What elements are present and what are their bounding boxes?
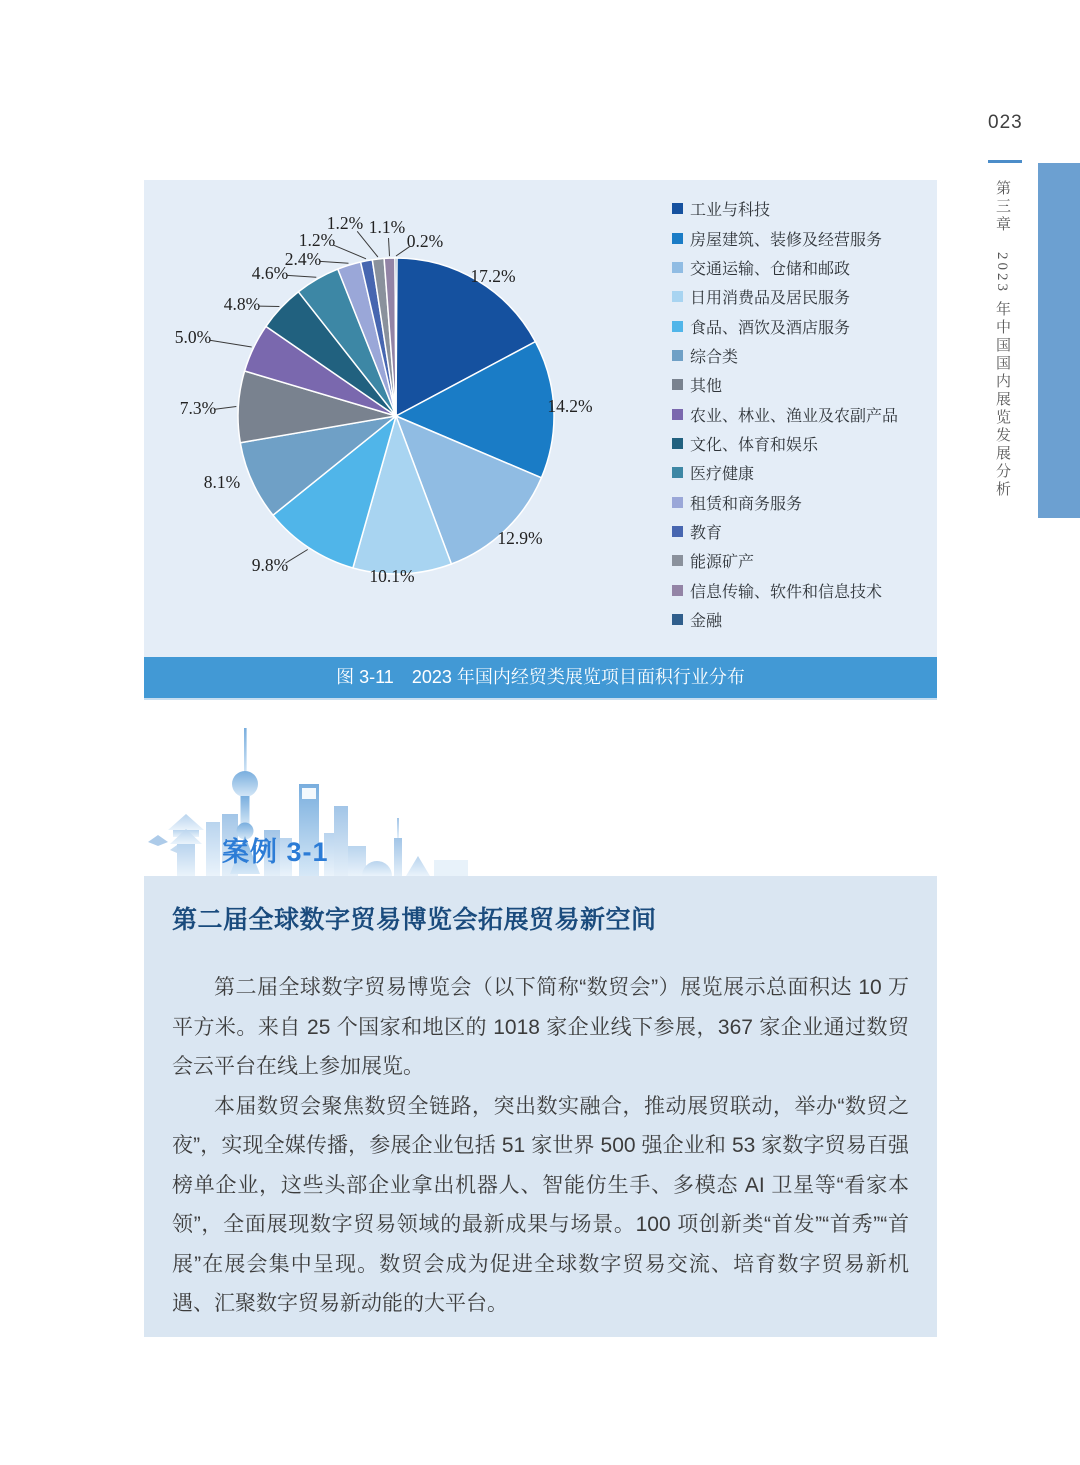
legend-label: 文化、体育和娱乐	[690, 436, 819, 454]
figure-panel	[144, 180, 937, 657]
slice-value-label: 9.8%	[251, 555, 289, 576]
legend-label: 工业与科技	[690, 202, 771, 220]
legend-swatch	[672, 409, 683, 420]
slice-value-label: 1.2%	[326, 213, 364, 234]
legend-label: 医疗健康	[690, 466, 755, 484]
legend-swatch	[672, 614, 683, 625]
legend-swatch	[672, 379, 683, 390]
slice-leader-line	[389, 238, 390, 256]
legend-swatch	[672, 321, 683, 332]
slice-value-label: 5.0%	[174, 327, 212, 348]
legend-item	[672, 223, 928, 252]
page-number-rule	[988, 160, 1022, 163]
case-study-paragraph: 第二届全球数字贸易博览会（以下简称“数贸会”）展览展示总面积达 10 万平方米。来自 25 个国家和地区的 1018 家企业线下参展，367 家企业通过数贸会云平台在线上参加展览。	[172, 976, 909, 1078]
slice-value-label: 0.2%	[406, 231, 444, 252]
legend-item	[672, 194, 928, 223]
legend-item	[672, 399, 928, 428]
legend-label: 能源矿产	[690, 554, 755, 572]
legend-swatch	[672, 262, 683, 273]
legend-item	[672, 458, 928, 487]
slice-value-label: 7.3%	[179, 398, 217, 419]
pie-slice	[395, 258, 397, 416]
legend-label: 租赁和商务服务	[690, 495, 803, 513]
legend-item	[672, 311, 928, 340]
legend-item	[672, 429, 928, 458]
slice-value-label: 10.1%	[369, 566, 415, 587]
slice-value-label: 14.2%	[547, 396, 593, 417]
case-study-title: 第二届全球数字贸易博览会拓展贸易新空间	[172, 907, 657, 934]
legend-item	[672, 341, 928, 370]
legend-item	[672, 546, 928, 575]
legend-item	[672, 575, 928, 604]
legend-item	[672, 487, 928, 516]
legend-label: 日用消费品及居民服务	[690, 290, 851, 308]
slice-value-label: 4.8%	[223, 294, 261, 315]
legend-label: 农业、林业、渔业及农副产品	[690, 407, 899, 425]
slice-value-label: 8.1%	[203, 472, 241, 493]
legend-swatch	[672, 497, 683, 508]
page-number: 023	[988, 112, 1023, 133]
legend-item	[672, 370, 928, 399]
legend-label: 综合类	[690, 348, 739, 366]
legend-item	[672, 517, 928, 546]
case-study-paragraph: 本届数贸会聚焦数贸全链路，突出数实融合，推动展贸联动，举办“数贸之夜”，实现全媒传播，参展企业包括 51 家世界 500 强企业和 53 家数字贸易百强榜单企业，这些头部企业拿出机器人、智能仿生手、多模态 AI 卫星等“看家本领”，全面展现数字贸易领域的最新成果与场景。100 项创新类“首发”“首秀”“首展”在展会集中呈现。数贸会成为促进全球数字贸易交流、培育数字贸易新机遇、汇聚数字贸易新动能的大平台。	[172, 1094, 909, 1315]
case-study-box	[144, 876, 937, 1337]
chart-legend	[672, 194, 928, 634]
legend-swatch	[672, 438, 683, 449]
legend-label: 金融	[690, 612, 723, 630]
legend-item	[672, 282, 928, 311]
legend-label: 教育	[690, 524, 723, 542]
slice-leader-line	[215, 407, 236, 410]
slice-leader-line	[333, 245, 366, 259]
figure-caption: 图 3-11 2023 年国内经贸类展览项目面积行业分布	[144, 657, 937, 700]
legend-label: 房屋建筑、装修及经营服务	[690, 231, 883, 249]
slice-value-label: 2.4%	[284, 249, 322, 270]
slice-leader-line	[210, 340, 252, 347]
legend-swatch	[672, 291, 683, 302]
slice-value-label: 17.2%	[470, 266, 516, 287]
legend-label: 食品、酒饮及酒店服务	[690, 319, 851, 337]
legend-swatch	[672, 555, 683, 566]
legend-swatch	[672, 350, 683, 361]
legend-item	[672, 253, 928, 282]
case-badge-label: 案例 3-1	[222, 837, 329, 867]
slice-value-label: 1.1%	[368, 217, 406, 238]
slice-leader-line	[320, 261, 349, 263]
legend-swatch	[672, 233, 683, 244]
slice-leader-line	[285, 550, 307, 564]
chapter-side-title: 第三章 2023 年中国国内展览发展分析	[994, 180, 1010, 499]
slice-value-label: 1.2%	[298, 230, 336, 251]
legend-swatch	[672, 585, 683, 596]
case-badge	[144, 718, 484, 876]
legend-swatch	[672, 203, 683, 214]
legend-swatch	[672, 526, 683, 537]
legend-item	[672, 605, 928, 634]
slice-value-label: 12.9%	[497, 528, 543, 549]
legend-swatch	[672, 467, 683, 478]
chapter-side-bar	[1038, 163, 1080, 518]
legend-label: 其他	[690, 378, 723, 396]
slice-leader-line	[287, 275, 316, 277]
legend-label: 交通运输、仓储和邮政	[690, 260, 851, 278]
legend-label: 信息传输、软件和信息技术	[690, 583, 883, 601]
slice-value-label: 4.6%	[251, 263, 289, 284]
